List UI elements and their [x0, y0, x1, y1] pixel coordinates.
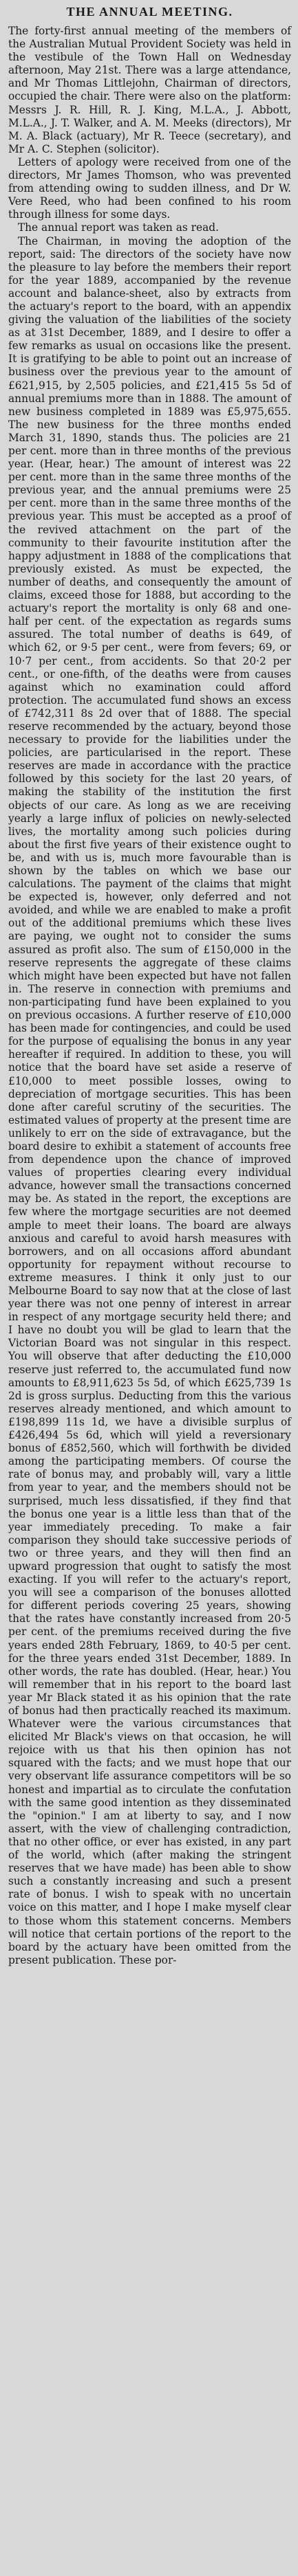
- article-body: [8, 25, 291, 1967]
- article-headline: THE ANNUAL MEETING.: [66, 5, 233, 19]
- paragraph-apologies: Letters of apology were received from one of the directors, Mr James Thomson, who was prevented from attending owing to sudden illness, and Dr W. Vere Reed, who had been confined to his room through illness for some days.: [8, 155, 291, 221]
- paragraph-meeting-intro: The forty-first annual meeting of the members of the Australian Mutual Provident Society was held in the vestibule of the Town Hall on Wednesday afternoon, May 21st. There was a large attendance, and Mr Thomas Littlejohn, Chairman of directors, occupied the chair. There were also on the platform: Messrs J. R. Hill, R. J. King, M.L.A., J. Abbott, M.L.A., J. T. Walker, and A. M. Meeks (directors), Mr M. A. Black (actuary), Mr R. Teece (secretary), and Mr A. C. Stephen (solicitor).: [8, 25, 291, 155]
- paragraph-report-taken: The annual report was taken as read.: [17, 221, 220, 234]
- paragraph-chairman-address: The Chairman, in moving the adoption of the report, said: The directors of the society have now the pleasure to lay before the members their report for the year 1889, accompanied by the revenue account and balance-sheet, also by extracts from the actuary's report to the board, with an appendix giving the valuation of the liabilities of the society as at 31st December, 1889, and I desire to offer a few remarks as usual on occasions like the present. It is gratifying to be able to point out an increase of business over the previous year to the amount of £621,915, by 2,505 policies, and £21,415 5s 5d of annual premiums more than in 1888. The amount of new business completed in 1889 was £5,975,655. The new business for the three months ended March 31, 1890, stands thus. The policies are 21 per cent. more than in three months of the previous year. (Hear, hear.) The amount of interest was 22 per cent. more than in the same three months of the previous year, and the annual premiums were 25 per cent. more than in the same three months of the previous year. This must be accepted as a proof of the revived attachment on the part of the community to their favourite institution after the happy adjustment in 1888 of the complications that previously existed. As must be expected, the number of deaths, and consequently the amount of claims, exceed those for 1888, but according to the actuary's report the mortality is only 68 and one-half per cent. of the expectation as regards sums assured. The total number of deaths is 649, of which 62, or 9·5 per cent., were from fevers; 69, or 10·7 per cent., from accidents. So that 20·2 per cent., or one-fifth, of the deaths were from causes against which no examination could afford protection. The accumulated fund shows an excess of £742,311 8s 2d over that of 1888. The special reserve recommended by the actuary, beyond those necessary to provide for the liabilities under the policies, are particularised in the report. These reserves are made in accordance with the practice followed by this society for the last 20 years, of making the stability of the institution the first objects of our care. As long as we are receiving yearly a large influx of policies on newly-selected lives, the mortality among such policies during about the first five years of their existence ought to be, and with us is, much more favourable than is shown by the tables on which we base our calculations. The payment of the claims that might be expected is, however, only deferred and not avoided, and while we are enabled to make a profit out of the additional premiums which these lives are paying, we ought not to consider the sums assured as profit also. The sum of £150,000 in the reserve represents the aggregate of these claims which might have been expected but have not fallen in. The reserve in connection with premiums and non-participating fund have been explained to you on previous occasions. A further reserve of £10,000 has been made for contingencies, and could be used for the purpose of equalising the bonus in any year hereafter if required. In addition to these, you will notice that the board have set aside a reserve of £10,000 to meet possible losses, owing to depreciation of mortgage securities. This has been done after careful scrutiny of the securities. The estimated values of property at the present time are unlikely to err on the side of extravagance, but the board desire to exhibit a statement of accounts free from dependence upon the chance of improved values of properties clearing every individual advance, however small the transactions concerned may be. As stated in the report, the exceptions are few where the mortgage securities are not deemed ample to meet their loans. The board are always anxious and careful to avoid harsh measures with borrowers, and on all occasions afford abundant opportunity for repayment without recourse to extreme measures. I think it only just to our Melbourne Board to say now that at the close of last year there was not one penny of interest in arrear in respect of any mortgage security held there; and I have no doubt you will be glad to learn that the Victorian Board was not singular in this respect. You will observe that after deducting the £10,000 reserve just referred to, the accumulated fund now amounts to £8,911,623 5s 5d, of which £625,739 1s 2d is gross surplus. Deducting from this the various reserves already mentioned, and which amount to £198,899 11s 1d, we have a divisible surplus of £426,494 5s 6d, which will yield a reversionary bonus of £852,560, which will forthwith be divided among the participating members. Of course the rate of bonus may, and probably will, vary a little from year to year, and the members should not be surprised, much less dissatisfied, if they find that the bonus one year is a little less than that of the year immediately preceding. To make a fair comparison they should take successive periods of two or three years, and they will then find an upward progression that ought to satisfy the most exacting. If you will refer to the actuary's report, you will see a comparison of the bonuses allotted for different periods covering 25 years, showing that the rates have constantly increased from 20·5 per cent. of the premiums received during the five years ended 28th February, 1869, to 40·5 per cent. for the three years ended 31st December, 1889. In other words, the rate has doubled. (Hear, hear.) You will remember that in his report to the board last year Mr Black stated it as his opinion that the rate of bonus had then practically reached its maximum. Whatever were the various circumstances that elicited Mr Black's views on that occasion, he will rejoice with us that his then opinion has not squared with the facts; and we must hope that our very observant life assurance competitors will be so honest and impartial as to circulate the confutation with the same good intention as they disseminated the "opinion." I am at liberty to say, and I now assert, with the view of challenging contradiction, that no other office, or ever has existed, in any part of the world, which (after making the stringent reserves that we have made) has been able to show such a constantly increasing and such a present rate of bonus. I wish to speak with no uncertain voice on this matter, and I hope I make myself clear to those whom this statement concerns. Members will notice that certain portions of the report to the board by the actuary have been omitted from the present publication. These por-: [8, 234, 291, 1966]
